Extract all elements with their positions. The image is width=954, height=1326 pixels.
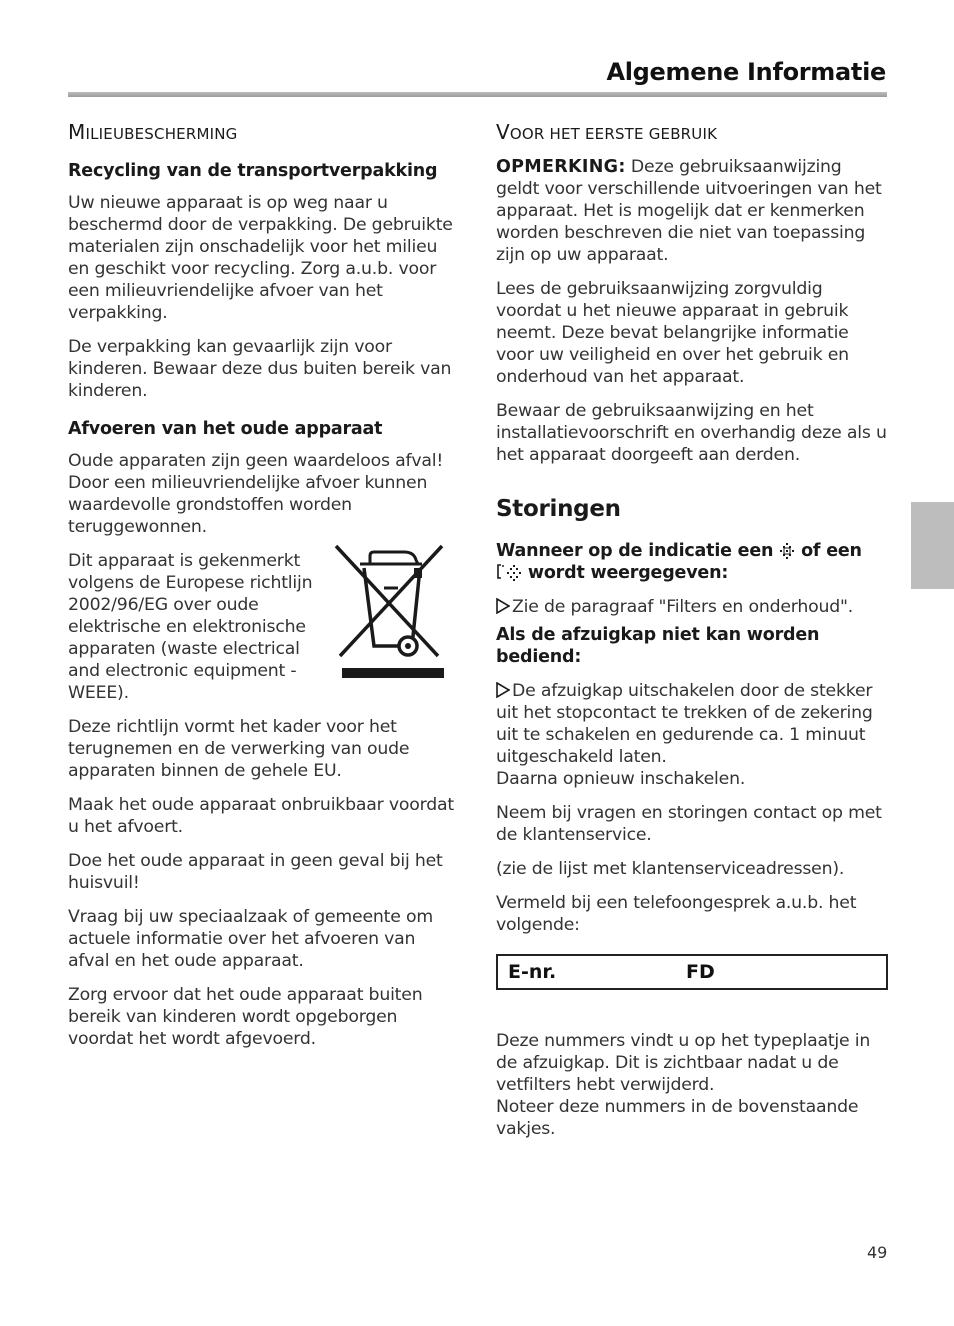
triangle-bullet-icon	[496, 680, 512, 702]
disposal-paragraph-4: Maak het oude apparaat onbruikbaar voordat u het afvoert.	[68, 795, 454, 837]
right-column	[496, 120, 888, 1152]
contact-paragraph: Neem bij vragen en storingen contact op met de klantenservice.	[496, 803, 882, 845]
fd-label: FD	[686, 961, 715, 983]
not-operable-step-2: Daarna opnieuw inschakelen.	[496, 769, 746, 789]
enr-label: E-nr.	[508, 961, 557, 983]
heading-rest: ILIEUBESCHERMING	[85, 125, 238, 143]
page-number: 49	[867, 1243, 888, 1262]
recycling-paragraph-2: De verpakking kan gevaarlijk zijn voor kinderen. Bewaar deze dus buiten bereik van kinderen.	[68, 337, 452, 401]
indicator-heading-part-b: of een	[795, 541, 862, 561]
filter-indicator-icon	[779, 541, 795, 561]
usage-paragraph-2: Lees de gebruiksaanwijzing zorgvuldig voordat u het nieuwe apparaat in gebruik neemt. Deze bevat belangrijke informatie voor uw veiligheid en over het gebruik en onderhoud van het apparaat.	[496, 279, 849, 387]
side-tab-marker	[911, 502, 954, 589]
enr-fd-box	[496, 954, 888, 990]
indicator-heading-part-a: Wanneer op de indicatie een	[496, 541, 780, 561]
disposal-heading: Afvoeren van het oude apparaat	[68, 419, 383, 439]
left-column	[68, 120, 458, 1062]
section-heading-eerste-gebruik	[496, 120, 888, 146]
not-operable-heading: Als de afzuigkap niet kan worden bediend:	[496, 625, 820, 667]
indicator-heading	[496, 540, 888, 584]
crossed-wheelie-bin-icon	[334, 542, 446, 682]
list-reference: (zie de lijst met klantenserviceadressen).	[496, 859, 845, 879]
numbers-paragraph-2: Noteer deze nummers in de bovenstaande vakjes.	[496, 1097, 859, 1139]
recycling-paragraph-1: Uw nieuwe apparaat is op weg naar u beschermd door de verpakking. De gebruikte materialen zijn onschadelijk voor het milieu en geschikt voor recycling. Zorg a.u.b. voor een milieuvriendelijke afvoer van het verpakking.	[68, 193, 453, 323]
heading-initial: M	[68, 120, 86, 144]
disposal-paragraph-5: Doe het oude apparaat in geen geval bij het huisvuil!	[68, 851, 443, 893]
page-title: Algemene Informatie	[606, 58, 886, 86]
heading-initial: V	[496, 120, 510, 144]
disposal-paragraph-3: Deze richtlijn vormt het kader voor het terugnemen en de verwerking van oude apparaten binnen de gehele EU.	[68, 717, 410, 781]
note-label: OPMERKING:	[496, 157, 626, 177]
filter-indicator-alt-icon	[496, 563, 522, 583]
indicator-step	[496, 596, 888, 618]
usage-paragraph-3: Bewaar de gebruiksaanwijzing en het installatievoorschrift en overhandig deze als u het apparaat doorgeeft aan derden.	[496, 401, 887, 465]
recycling-heading: Recycling van de transportverpakking	[68, 161, 438, 181]
not-operable-step	[496, 680, 888, 768]
storingen-heading: Storingen	[496, 496, 621, 522]
note-paragraph	[496, 156, 888, 266]
disposal-paragraph-1: Oude apparaten zijn geen waardeloos afval! Door een milieuvriendelijke afvoer kunnen waardevolle grondstoffen worden teruggewonnen.	[68, 451, 444, 537]
not-operable-step-text: De afzuigkap uitschakelen door de stekker uit het stopcontact te trekken of de zekering uit te schakelen en gedurende ca. 1 minuut uitgeschakeld laten.	[496, 681, 873, 767]
disposal-paragraph-7: Zorg ervoor dat het oude apparaat buiten bereik van kinderen wordt opgeborgen voordat het wordt afgevoerd.	[68, 985, 423, 1049]
note-text: Deze gebruiksaanwijzing geldt voor verschillende uitvoeringen van het apparaat. Het is mogelijk dat er kenmerken worden beschreven die niet van toepassing zijn op uw apparaat.	[496, 157, 882, 265]
indicator-step-text: Zie de paragraaf "Filters en onderhoud".	[512, 597, 854, 617]
disposal-paragraph-6: Vraag bij uw speciaalzaak of gemeente om actuele informatie over het afvoeren van afval en het oude apparaat.	[68, 907, 433, 971]
disposal-paragraph-2: Dit apparaat is gekenmerkt volgens de Europese richtlijn 2002/96/EG over oude elektrische en elektronische apparaten (waste electrical and electronic equipment - WEEE).	[68, 551, 313, 703]
heading-rest: OOR HET EERSTE GEBRUIK	[509, 125, 718, 143]
triangle-bullet-icon	[496, 596, 512, 618]
section-heading-milieubescherming	[68, 120, 458, 146]
indicator-heading-part-c: wordt weergegeven:	[522, 563, 729, 583]
weee-block	[68, 550, 458, 704]
numbers-paragraph: Deze nummers vindt u op het typeplaatje in de afzuigkap. Dit is zichtbaar nadat u de vetfilters hebt verwijderd.	[496, 1031, 871, 1095]
phone-paragraph: Vermeld bij een telefoongesprek a.u.b. het volgende:	[496, 893, 857, 935]
title-rule	[68, 92, 887, 97]
